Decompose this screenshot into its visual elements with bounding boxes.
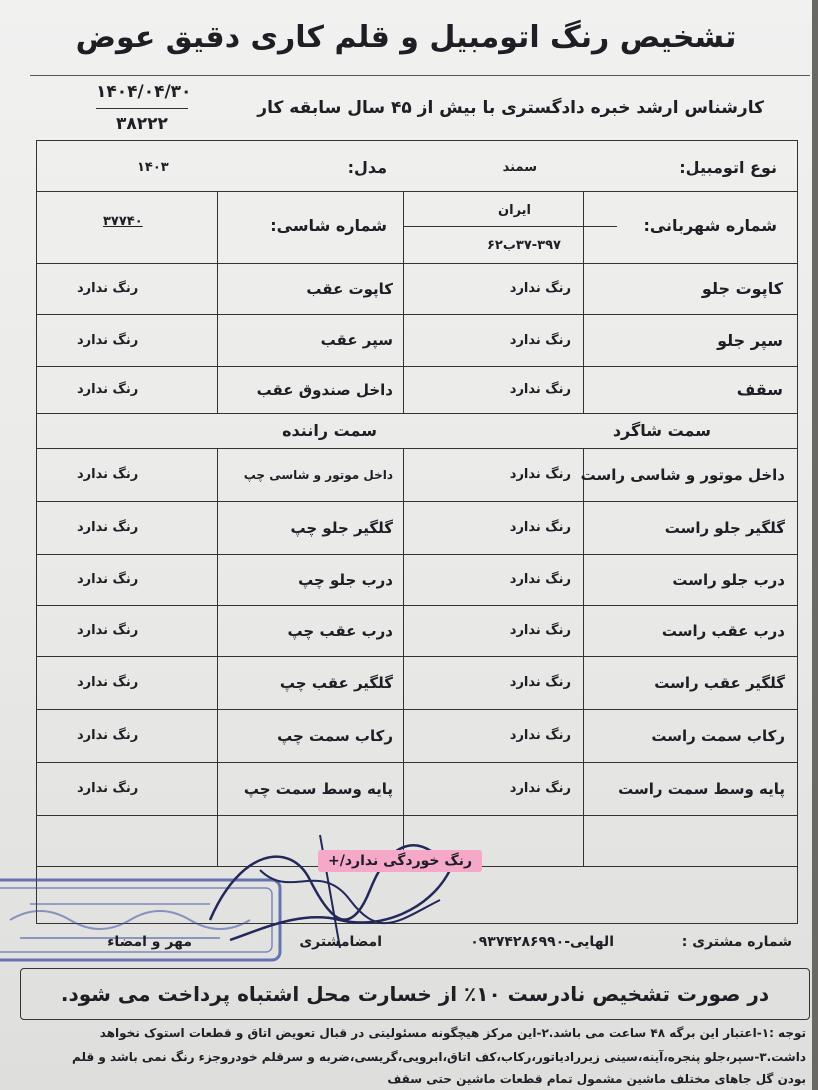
vehicle-type-label: نوع اتومبیل: <box>679 157 777 177</box>
part-status: رنگ ندارد <box>509 572 571 587</box>
part-label: سقف <box>736 380 783 399</box>
warning-box: در صورت تشخیص نادرست ۱۰٪ از خسارت محل اشتباه پرداخت می شود. <box>20 968 810 1020</box>
part-status: رنگ ندارد <box>77 467 139 482</box>
part-label: داخل صندوق عقب <box>256 380 393 399</box>
model-label: مدل: <box>347 157 387 177</box>
passenger-side-heading: سمت شاگرد <box>612 421 711 440</box>
part-status: رنگ ندارد <box>77 332 139 348</box>
part-status: رنگ ندارد <box>77 520 139 535</box>
part-status: رنگ ندارد <box>77 281 139 296</box>
part-label: گلگیر عقب چپ <box>279 673 393 692</box>
chassis-label: شماره شاسی: <box>270 215 387 235</box>
paint-status-highlight: رنگ خوردگی ندارد/+ <box>318 850 482 872</box>
issue-date: ۱۴۰۴/۰۴/۳۰ <box>96 82 192 102</box>
chassis-value: ۳۷۷۴۰ <box>103 213 143 229</box>
note-line: داشت.۳-سپر،جلو پنجره،آینه،سینی زیررادیاتور،رکاب،کف اتاق،ابرویی،گریسی،ضربه و سرقلم خودروجزء رنگ نمی باشد و قلم <box>72 1050 806 1064</box>
customer-phone-label: شماره مشتری : <box>681 934 792 950</box>
customer-signature-label: امضامشتری <box>299 934 382 950</box>
plate-number: ۳۷-۳۹۷ب۶۲ <box>486 237 561 253</box>
part-status: رنگ ندارد <box>509 281 571 296</box>
part-status: رنگ ندارد <box>77 572 139 587</box>
part-label: درب جلو چپ <box>298 570 393 589</box>
vehicle-type-value: سمند <box>502 159 537 175</box>
part-status: رنگ ندارد <box>77 781 139 796</box>
part-label: داخل موتور و شاسی راست <box>580 465 785 484</box>
part-status: رنگ ندارد <box>77 382 139 397</box>
title-divider <box>30 75 810 76</box>
part-status: رنگ ندارد <box>509 332 571 348</box>
part-label: پایه وسط سمت چپ <box>243 779 393 798</box>
part-status: رنگ ندارد <box>509 623 571 638</box>
part-status: رنگ ندارد <box>77 728 139 743</box>
part-status: رنگ ندارد <box>509 728 571 743</box>
part-label: گلگیر جلو راست <box>664 518 785 537</box>
part-label: داخل موتور و شاسی چپ <box>243 467 393 482</box>
stamp-signature-label: مهر و امضاء <box>107 934 192 950</box>
part-status: رنگ ندارد <box>509 675 571 690</box>
inspection-form <box>36 140 798 924</box>
customer-row <box>0 934 792 958</box>
part-label: درب عقب چپ <box>287 621 393 640</box>
date-divider <box>96 108 188 109</box>
part-status: رنگ ندارد <box>509 382 571 397</box>
plate-label: شماره شهربانی: <box>643 215 777 235</box>
driver-side-heading: سمت راننده <box>282 421 377 440</box>
customer-signature-scribble <box>200 830 460 950</box>
part-label: درب جلو راست <box>672 570 785 589</box>
part-label: گلگیر عقب راست <box>654 673 785 692</box>
page-title: تشخیص رنگ اتومبیل و قلم کاری دقیق عوض <box>75 20 737 55</box>
part-status: رنگ ندارد <box>509 467 571 482</box>
part-status: رنگ ندارد <box>509 781 571 796</box>
part-label: کاپوت عقب <box>306 279 393 298</box>
part-label: رکاب سمت راست <box>651 726 785 745</box>
part-status: رنگ ندارد <box>77 675 139 690</box>
part-label: پایه وسط سمت راست <box>618 779 785 798</box>
model-value: ۱۴۰۳ <box>137 159 169 175</box>
part-label: کاپوت جلو <box>701 279 783 298</box>
part-status: رنگ ندارد <box>509 520 571 535</box>
customer-name-phone: الهایی-۰۹۳۷۴۲۸۶۹۹۰ <box>470 934 614 950</box>
part-status: رنگ ندارد <box>77 623 139 638</box>
page-subtitle: کارشناس ارشد خبره دادگستری با بیش از ۴۵ سال سابقه کار <box>257 98 764 118</box>
document-number: ۳۸۲۲۲ <box>116 114 168 134</box>
part-label: سپر عقب <box>320 331 393 349</box>
part-label: درب عقب راست <box>661 621 785 640</box>
part-label: سپر جلو <box>717 330 783 350</box>
note-line: توجه :۱-اعتبار این برگه ۴۸ ساعت می باشد.۲-این مرکز هیچگونه مسئولیتی در قبال تعویض اتاق و قطعات استوک نخواهد <box>99 1026 806 1040</box>
part-label: رکاب سمت چپ <box>277 726 393 745</box>
plate-country: ایران <box>498 202 531 218</box>
note-line: بودن گل جاهای مختلف ماشین مشمول تمام قطعات ماشین حتی سقف <box>387 1072 806 1086</box>
part-label: گلگیر جلو چپ <box>290 518 393 537</box>
